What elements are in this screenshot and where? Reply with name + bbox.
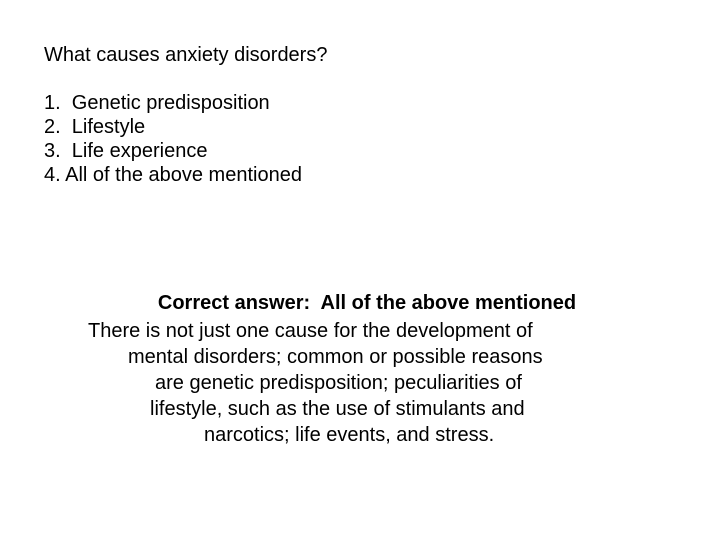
answer-options-list [44, 91, 684, 187]
option-3: 3. Life experience [44, 140, 208, 162]
question-block [44, 43, 684, 187]
explanation-line: There is not just one cause for the development of [88, 320, 533, 342]
correct-answer-title: Correct answer: All of the above mentioned [157, 292, 577, 314]
explanation-line: are genetic predisposition; peculiarities of [155, 372, 522, 394]
answer-block [80, 290, 648, 448]
option-4: 4. All of the above mentioned [44, 164, 302, 186]
option-1: 1. Genetic predisposition [44, 92, 270, 114]
option-2: 2. Lifestyle [44, 116, 146, 138]
explanation-line: mental disorders; common or possible reasons [128, 346, 543, 368]
explanation-line: lifestyle, such as the use of stimulants and [150, 398, 525, 420]
answer-explanation [80, 318, 648, 448]
explanation-line: narcotics; life events, and stress. [204, 424, 495, 446]
question-text: What causes anxiety disorders? [44, 44, 328, 66]
